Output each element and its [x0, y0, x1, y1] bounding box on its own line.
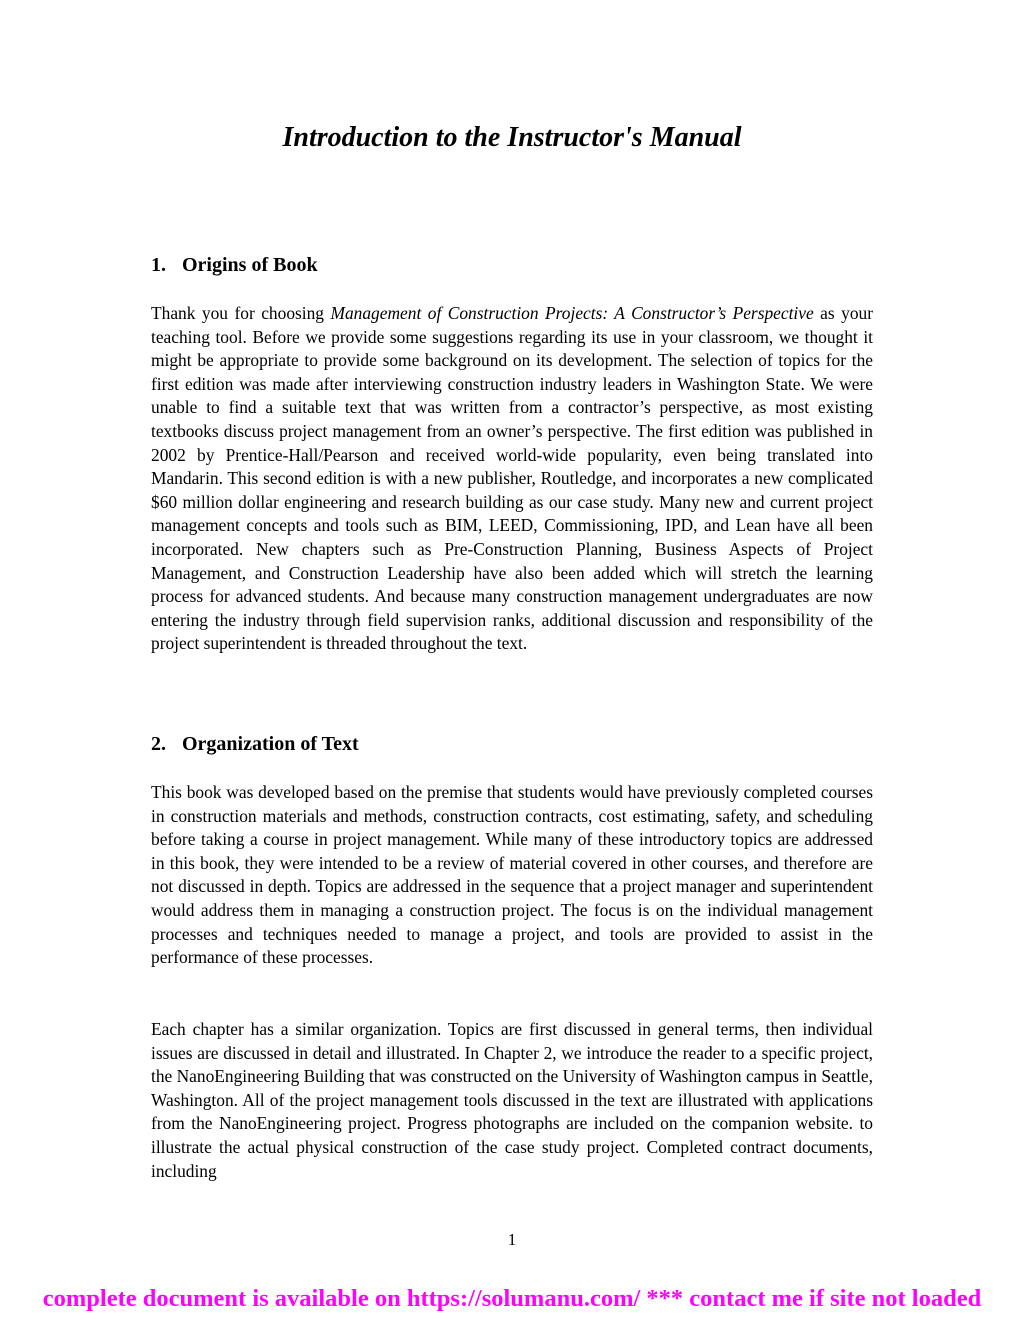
paragraph-text: as your teaching tool. Before we provide some suggestions regarding its use in your classroom, we thought it might be appropriate to provide some background on its development. The selection of topics for the first edition was made after interviewing construction industry leaders in Washington State. We were unable to find a suitable text that was written from a contractor’s perspective, as most existing textbooks discuss project management from an owner’s perspective. The first edition was published in 2002 by Prentice-Hall/Pearson and received world-wide popularity, even being translated into Mandarin. This second edition is with a new publisher, Routledge, and incorporates a new complicated $60 million dollar engineering and research building as our case study. Many new and current project management concepts and tools such as BIM, LEED, Commissioning, IPD, and Lean have all been incorporated. New chapters such as Pre-Construction Planning, Business Aspects of Project Management, and Construction Leadership have also been added which will stretch the learning process for advanced students. And because many construction management undergraduates are now entering the industry through field supervision ranks, additional discussion and responsibility of the project superintendent is threaded throughout the text. [151, 303, 874, 654]
paragraph-origins [151, 302, 873, 656]
section-title: Origins of Book [182, 254, 318, 276]
book-title: Management of Construction Projects: A Constructor’s Perspective [330, 303, 814, 323]
page-number: 1 [507, 1230, 517, 1249]
paragraph-organization-1: This book was developed based on the premise that students would have previously completed courses in construction materials and methods, construction contracts, cost estimating, safety, and scheduling before taking a course in project management. While many of these introductory topics are addressed in this book, they were intended to be a review of material covered in other courses, and therefore are not discussed in depth. Topics are addressed in the sequence that a project manager and superintendent would address them in managing a construction project. The focus is on the individual management processes and techniques needed to manage a project, and tools are provided to assist in the performance of these processes. [151, 782, 873, 968]
page-title: Introduction to the Instructor's Manual [282, 122, 742, 153]
section-number: 2. [151, 733, 166, 755]
paragraph-prefix: Thank you for choosing [151, 303, 331, 323]
section-number: 1. [151, 254, 166, 276]
section-heading-organization [151, 731, 359, 757]
section-title: Organization of Text [182, 733, 359, 755]
watermark-banner: complete document is available on https://solumanu.com/ *** contact me if site not loaded [42, 1285, 982, 1312]
section-heading-origins [151, 252, 318, 278]
paragraph-organization-2: Each chapter has a similar organization. Topics are first discussed in general terms, then individual issues are discussed in detail and illustrated. In Chapter 2, we introduce the reader to a specific project, the NanoEngineering Building that was constructed on the University of Washington campus in Seattle, Washington. All of the project management tools discussed in the text are illustrated with applications from the NanoEngineering project. Progress photographs are included on the companion website. to illustrate the actual physical construction of the case study project. Completed contract documents, including [151, 1019, 873, 1181]
